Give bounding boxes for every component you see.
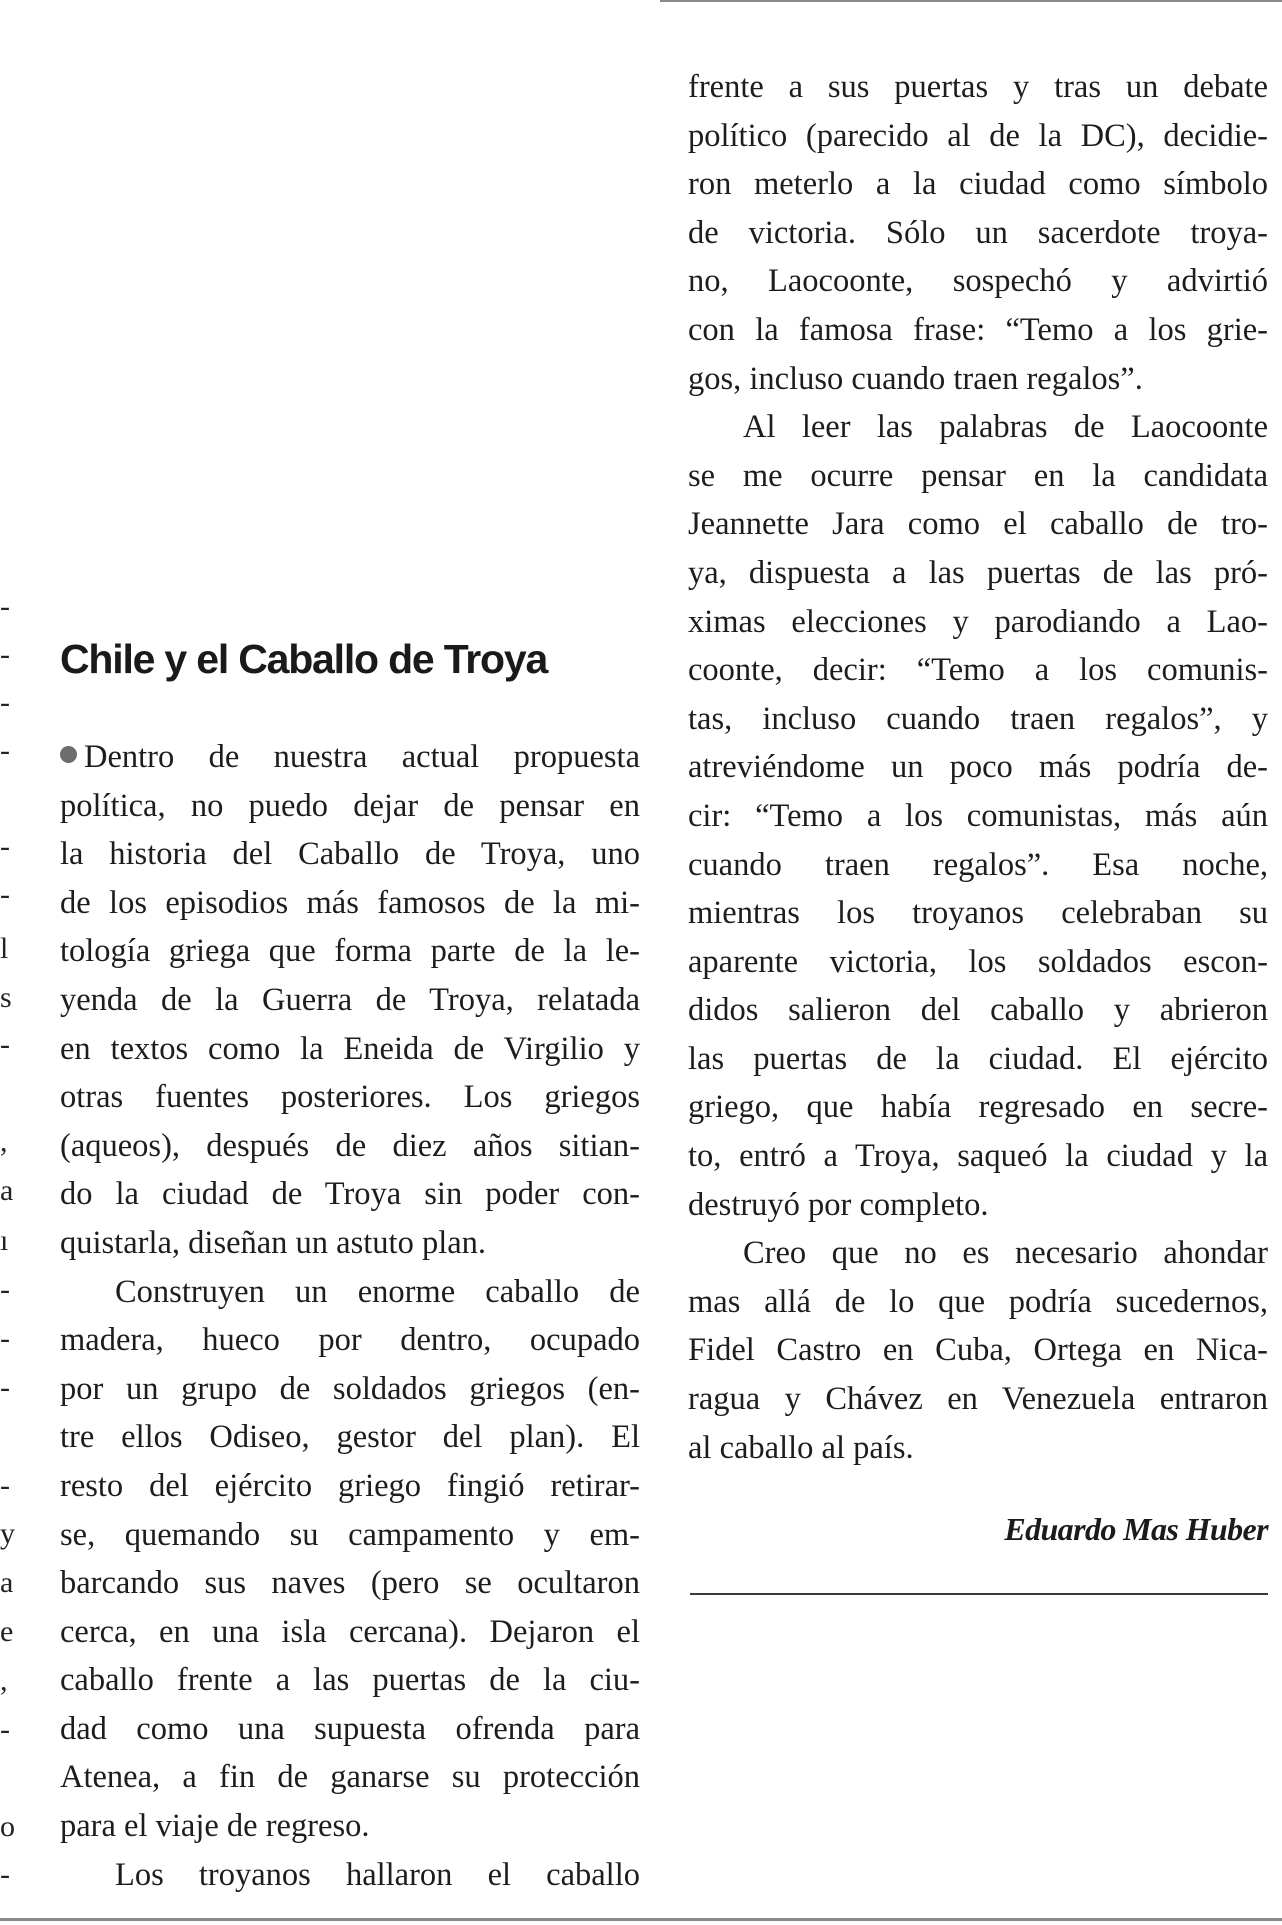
body-line: en textos como la Eneida de Virgilio y	[60, 1030, 640, 1067]
body-line: Al leer las palabras de Laocoonte	[743, 409, 1268, 446]
edge-fragment: -	[0, 878, 10, 911]
body-line: Construyen un enorme caballo de	[115, 1273, 640, 1310]
body-line: se, quemando su campamento y em-	[60, 1516, 640, 1553]
body-line: de victoria. Sólo un sacerdote troya-	[688, 214, 1268, 251]
body-line: yenda de la Guerra de Troya, relatada	[60, 981, 640, 1018]
body-line: político (parecido al de la DC), decidie-	[688, 117, 1268, 154]
body-line: quistarla, diseñan un astuto plan.	[60, 1224, 487, 1261]
edge-fragment: -	[0, 1273, 10, 1306]
edge-fragment: -	[0, 1469, 10, 1502]
body-line: las puertas de la ciudad. El ejército	[688, 1040, 1268, 1077]
edge-fragment: ,	[0, 1664, 8, 1697]
body-line: cir: “Temo a los comunistas, más aún	[688, 797, 1268, 834]
body-line: aparente victoria, los soldados escon-	[688, 943, 1268, 980]
body-line: con la famosa frase: “Temo a los grie-	[688, 311, 1268, 348]
body-line: tre ellos Odiseo, gestor del plan). El	[60, 1419, 640, 1456]
body-line: al caballo al país.	[688, 1429, 914, 1466]
top-rule	[660, 0, 1282, 2]
body-line: por un grupo de soldados griegos (en-	[60, 1370, 640, 1407]
edge-fragment: -	[0, 1371, 10, 1404]
body-line: didos salieron del caballo y abrieron	[688, 992, 1268, 1029]
body-line: mas allá de lo que podría sucedernos,	[688, 1283, 1268, 1320]
body-line: cerca, en una isla cercana). Dejaron el	[60, 1613, 640, 1650]
body-line: Creo que no es necesario ahondar	[743, 1235, 1268, 1272]
edge-fragment: -	[0, 638, 10, 671]
body-line: gos, incluso cuando traen regalos”.	[688, 360, 1143, 397]
adjacent-column-fragments	[0, 0, 14, 1925]
body-line: dad como una supuesta ofrenda para	[60, 1710, 640, 1747]
body-line: no, Laocoonte, sospechó y advirtió	[688, 263, 1268, 300]
body-line: ximas elecciones y parodiando a Lao-	[688, 603, 1268, 640]
body-line: (aqueos), después de diez años sitian-	[60, 1127, 640, 1164]
body-line: tología griega que forma parte de la le-	[60, 933, 640, 970]
body-line: coonte, decir: “Temo a los comunis-	[688, 652, 1268, 689]
body-line: mientras los troyanos celebraban su	[688, 895, 1268, 932]
body-line: de los episodios más famosos de la mi-	[60, 884, 640, 921]
bullet-icon	[60, 746, 77, 763]
edge-fragment: a	[0, 1566, 14, 1599]
body-line: la historia del Caballo de Troya, uno	[60, 836, 640, 873]
body-line: resto del ejército griego fingió retirar-	[60, 1467, 640, 1504]
body-line: do la ciudad de Troya sin poder con-	[60, 1176, 640, 1213]
edge-fragment: s	[0, 981, 12, 1014]
body-line: Atenea, a fin de ganarse su protección	[60, 1759, 640, 1796]
body-line: barcando sus naves (pero se ocultaron	[60, 1565, 640, 1602]
body-line: cuando traen regalos”. Esa noche,	[688, 846, 1268, 883]
edge-fragment: e	[0, 1615, 14, 1648]
body-line: Los troyanos hallaron el caballo	[115, 1856, 640, 1893]
body-line: madera, hueco por dentro, ocupado	[60, 1322, 640, 1359]
body-line: to, entró a Troya, saqueó la ciudad y la	[688, 1138, 1268, 1175]
edge-fragment: -	[0, 1713, 10, 1746]
body-line: destruyó por completo.	[688, 1186, 989, 1223]
edge-fragment: -	[0, 1028, 10, 1061]
body-line: tas, incluso cuando traen regalos”, y	[688, 700, 1268, 737]
body-line: atreviéndome un poco más podría de-	[688, 749, 1268, 786]
body-line: caballo frente a las puertas de la ciu-	[60, 1662, 640, 1699]
body-line: Fidel Castro en Cuba, Ortega en Nica-	[688, 1332, 1268, 1369]
body-line: para el viaje de regreso.	[60, 1808, 370, 1845]
body-line: griego, que había regresado en secre-	[688, 1089, 1268, 1126]
edge-fragment: l	[0, 932, 9, 965]
edge-fragment: -	[0, 734, 10, 767]
letter-title: Chile y el Caballo de Troya	[60, 636, 548, 682]
bottom-rule	[0, 1918, 1282, 1921]
body-line: Dentro de nuestra actual propuesta	[60, 733, 640, 782]
edge-fragment: -	[0, 686, 10, 719]
edge-fragment: o	[0, 1810, 15, 1843]
edge-fragment: -	[0, 1322, 10, 1355]
body-line: se me ocurre pensar en la candidata	[688, 457, 1268, 494]
signature-rule	[690, 1593, 1268, 1595]
edge-fragment: a	[0, 1174, 14, 1207]
edge-fragment: y	[0, 1517, 15, 1550]
edge-fragment: ,	[0, 1125, 8, 1158]
body-line: ron meterlo a la ciudad como símbolo	[688, 166, 1268, 203]
edge-fragment: -	[0, 590, 10, 623]
edge-fragment: -	[0, 830, 10, 863]
body-line: otras fuentes posteriores. Los griegos	[60, 1079, 640, 1116]
edge-fragment: -	[0, 1858, 10, 1891]
body-line: política, no puedo dejar de pensar en	[60, 787, 640, 824]
author-signature: Eduardo Mas Huber	[1004, 1511, 1268, 1547]
body-line: frente a sus puertas y tras un debate	[688, 69, 1268, 105]
edge-fragment: ı	[0, 1224, 9, 1257]
body-line: ragua y Chávez en Venezuela entraron	[688, 1381, 1268, 1418]
body-line: Jeannette Jara como el caballo de tro-	[688, 506, 1268, 543]
letter-body-left-column	[60, 733, 640, 1899]
letter-body-right-column	[688, 63, 1268, 1472]
body-line: ya, dispuesta a las puertas de las pró-	[688, 554, 1268, 591]
